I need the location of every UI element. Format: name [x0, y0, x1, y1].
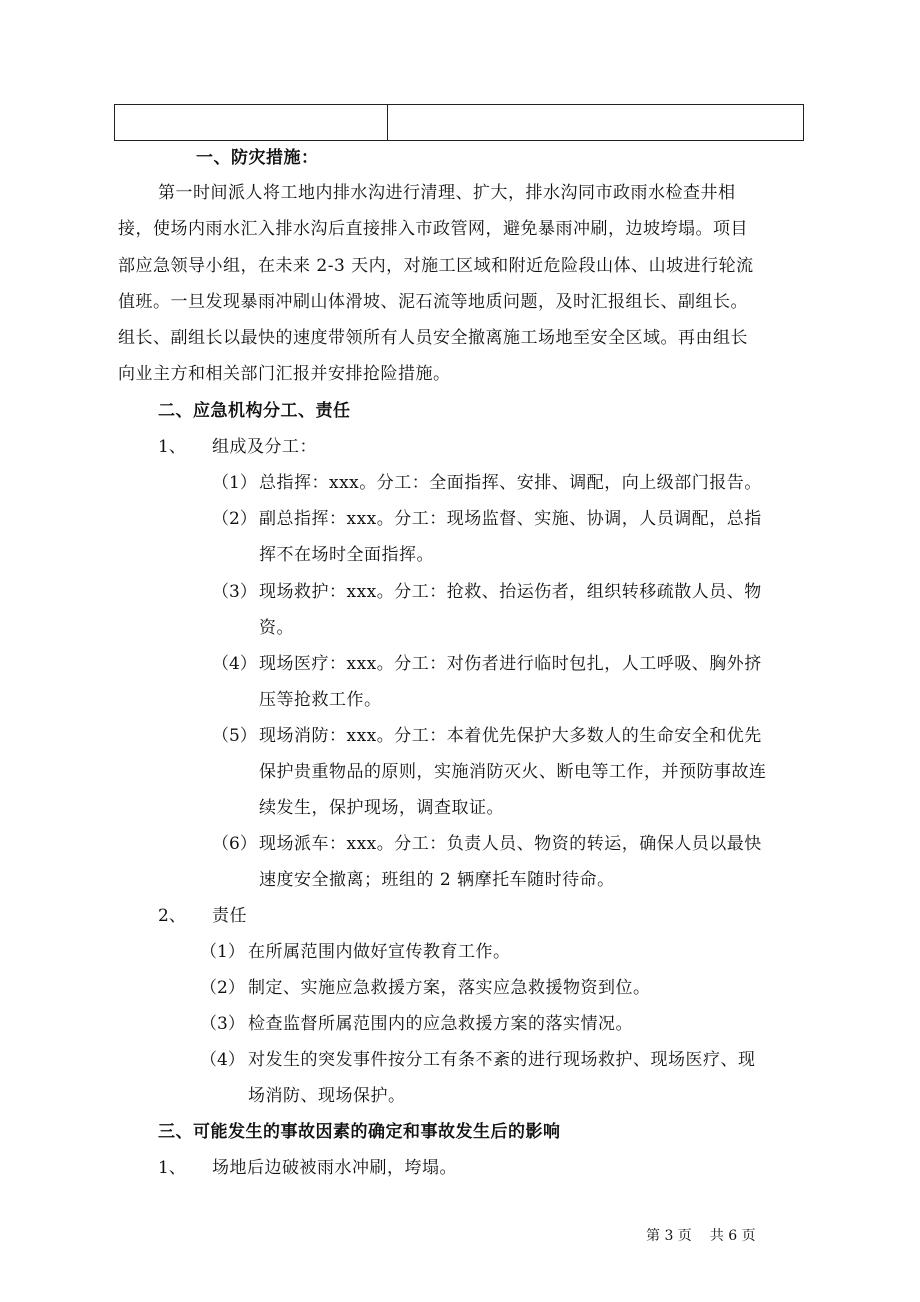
list-item-number: （1）	[212, 473, 257, 493]
list-item-text: 总指挥：xxx。分工：全面指挥、安排、调配，向上级部门报告。	[259, 473, 762, 493]
paragraph-line: 第一时间派人将工地内排水沟进行清理、扩大，排水沟同市政雨水检查井相	[158, 183, 736, 203]
subsection-title: 责任	[212, 906, 247, 926]
list-item-number: （6）	[212, 834, 257, 854]
list-item-number: （2）	[212, 509, 257, 529]
list-item-text: 副总指挥：xxx。分工：现场监督、实施、协调，人员调配，总指	[259, 509, 762, 529]
section-heading-3: 三、可能发生的事故因素的确定和事故发生后的影响	[158, 1122, 561, 1142]
list-item-number: （5）	[212, 726, 257, 746]
list-item-text: 现场消防：xxx。分工：本着优先保护大多数人的生命安全和优先	[259, 726, 762, 746]
subsection-number: 1、	[158, 1158, 186, 1178]
list-item-text: 现场派车：xxx。分工：负责人员、物资的转运，确保人员以最快	[259, 834, 762, 854]
paragraph-line: 组长、副组长以最快的速度带领所有人员安全撤离施工场地至安全区域。再由组长	[118, 328, 748, 348]
list-item-number: （2）	[200, 978, 245, 998]
list-item-number: （3）	[212, 582, 257, 602]
list-item-number: （3）	[200, 1014, 245, 1034]
list-item-text: 资。	[259, 618, 294, 638]
list-item-text: 现场医疗：xxx。分工：对伤者进行临时包扎，人工呼吸、胸外挤	[259, 654, 762, 674]
subsection-number: 2、	[158, 906, 186, 926]
list-item-text: 压等抢救工作。	[259, 690, 382, 710]
page-number: 第 3 页	[646, 1228, 692, 1244]
subsection-title: 组成及分工：	[212, 437, 317, 457]
subsection-title: 场地后边破被雨水冲刷，垮塌。	[212, 1158, 457, 1178]
paragraph-line: 向业主方和相关部门汇报并安排抢险措施。	[118, 364, 451, 384]
section-heading-1: 一、防灾措施：	[196, 148, 319, 168]
page-total: 共 6 页	[709, 1228, 756, 1244]
list-item-text: 续发生，保护现场，调查取证。	[259, 798, 504, 818]
paragraph-line: 值班。一旦发现暴雨冲刷山体滑坡、泥石流等地质问题，及时汇报组长、副组长。	[118, 292, 748, 312]
table-cell	[388, 105, 803, 140]
list-item-text: 在所属范围内做好宣传教育工作。	[248, 942, 511, 962]
paragraph-line: 部应急领导小组，在未来 2-3 天内，对施工区域和附近危险段山体、山坡进行轮流	[118, 256, 754, 276]
list-item-text: 速度安全撤离；班组的 2 辆摩托车随时待命。	[259, 870, 615, 890]
subsection-number: 1、	[158, 437, 186, 457]
list-item-text: 检查监督所属范围内的应急救援方案的落实情况。	[248, 1014, 633, 1034]
page-footer	[646, 1227, 774, 1245]
list-item-number: （1）	[200, 942, 245, 962]
list-item-text: 挥不在场时全面指挥。	[259, 545, 434, 565]
list-item-text: 保护贵重物品的原则，实施消防灭火、断电等工作，并预防事故连	[259, 762, 767, 782]
table-cell	[115, 105, 388, 140]
list-item-text: 现场救护：xxx。分工：抢救、抬运伤者，组织转移疏散人员、物	[259, 582, 762, 602]
list-item-text: 对发生的突发事件按分工有条不紊的进行现场救护、现场医疗、现	[248, 1050, 756, 1070]
list-item-text: 场消防、现场保护。	[248, 1086, 406, 1106]
list-item-text: 制定、实施应急救援方案，落实应急救援物资到位。	[248, 978, 651, 998]
header-table	[114, 104, 804, 141]
list-item-number: （4）	[200, 1050, 245, 1070]
paragraph-line: 接，使场内雨水汇入排水沟后直接排入市政管网，避免暴雨冲刷，边坡垮塌。项目	[118, 219, 748, 239]
section-heading-2: 二、应急机构分工、责任	[158, 401, 351, 421]
list-item-number: （4）	[212, 654, 257, 674]
